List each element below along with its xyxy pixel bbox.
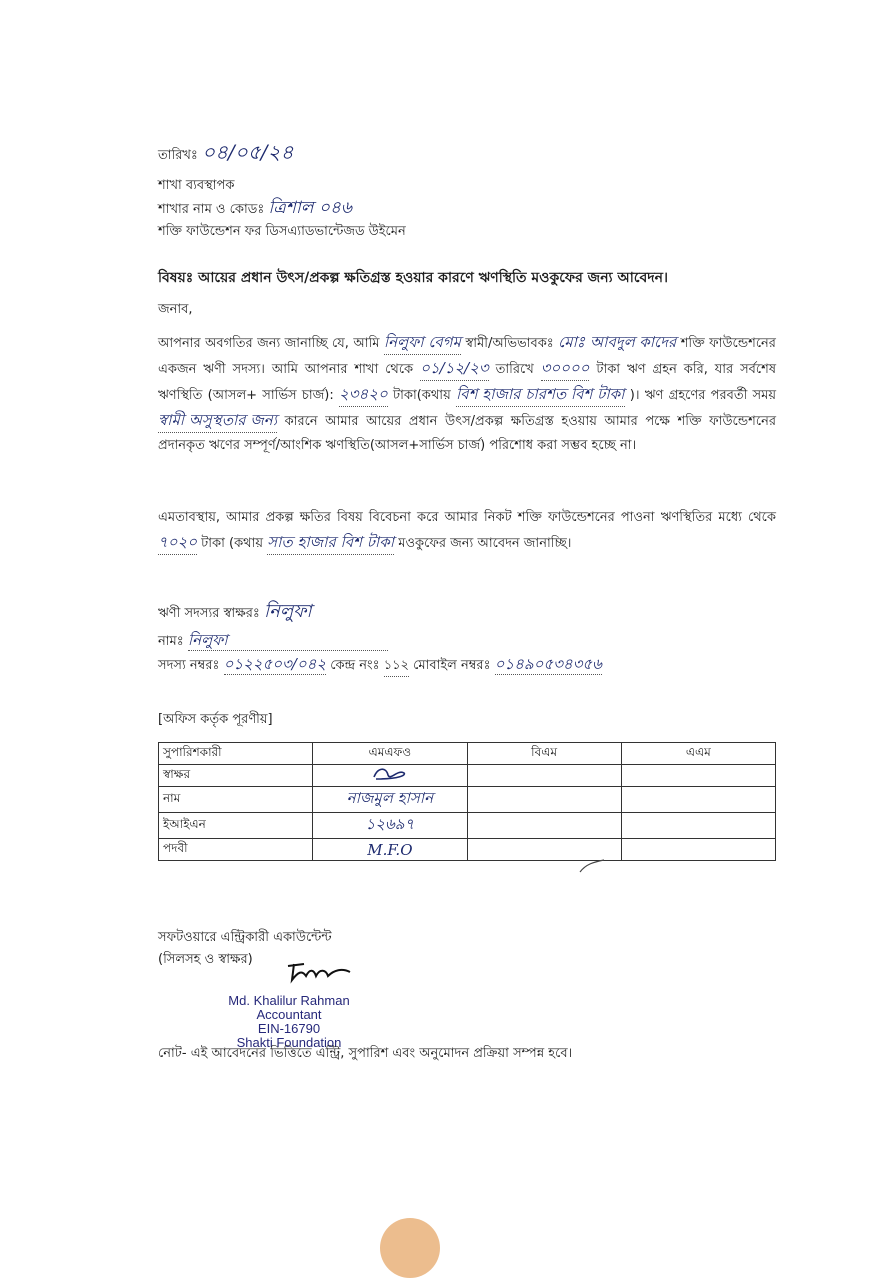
recipient-line1: শাখা ব্যবস্থাপক [158,178,235,193]
table-row [159,839,776,861]
branch-label: শাখার নাম ও কোডঃ [158,202,265,217]
table-cell [467,787,621,813]
para1-text-4: তারিখে [495,362,534,377]
applicant-signature-line [158,602,312,624]
row-label: পদবী [159,839,313,861]
para1-text-8: কারনে আমার আয়ের প্রধান উৎস/প্রকল্প ক্ষতিগ্রস্ত হওয়ায় আমার পক্ষে শক্তি ফাউন্ডেশনের প্রদানকৃত ঋণের সম্পূর্ণ/আংশিক ঋণস্থিতি(আসল+সার্ভিস চার্জ) পরিশোধ করা সম্ভব হচ্ছে না। [158,414,776,453]
name-label: নামঃ [158,634,184,649]
mfo-signature-mark [370,765,410,783]
office-table [158,742,776,861]
table-cell [467,765,621,787]
mfo-signature-cell [313,765,467,787]
header-cell: এএম [621,743,775,765]
pen-stroke-mark [578,858,606,874]
stamp-name: Md. Khalilur Rahman [228,993,350,1008]
mobile-label: মোবাইল নম্বরঃ [413,658,491,673]
para1-text-7: )। ঋণ গ্রহণের পরবর্তী সময় [629,388,777,403]
guardian-handwritten: মোঃ আবদুল [558,333,635,351]
table-cell [621,787,775,813]
row-label: নাম [159,787,313,813]
table-row [159,813,776,839]
subject: বিষয়ঃ আয়ের প্রধান উৎস/প্রকল্প ক্ষতিগ্রস্ত হওয়ার কারণে ঋণস্থিতি মওকুফের জন্য আবেদন। [158,270,668,286]
header-cell: সুপারিশকারী [159,743,313,765]
mfo-name: নাজমুল হাসান [313,787,467,813]
row-label: স্বাক্ষর [159,765,313,787]
applicant-member-line [158,654,602,677]
para2-text-3: মওকুফের জন্য আবেদন জানাচ্ছি। [398,536,572,551]
member-number: ০১২২৫০৩/০৪২ [223,655,327,673]
applicant-name: নিলুফা [188,630,388,651]
branch-value: ত্রিশাল ০৪৬ [268,198,352,218]
para1-text-2: স্বামী/অভিভাবকঃ [465,336,554,351]
date-line [158,142,293,166]
date-value: ০৪/০৫/২৪ [202,140,294,164]
cause-handwritten: স্বামী অসুস্থতার জন্য [158,408,277,433]
loan-amount-handwritten: ৩০০০০ [541,356,590,381]
para1-text-6: টাকা(কথায় [393,388,451,403]
table-cell [621,813,775,839]
header-cell: এমএফও [313,743,467,765]
balance-words-handwritten: বিশ হাজার চারশত বিশ টাকা [456,382,625,407]
loan-date-handwritten: ০১/১২/২৩ [420,356,489,381]
para2-text-2: টাকা (কথায় [201,536,264,551]
table-cell [621,839,775,861]
round-seal-mark [380,1218,440,1278]
guardian-handwritten-2: কাদের [639,333,677,351]
para1-text-3: শক্তি ফাউন্ডেশনের একজন ঋণী সদস্য। আমি আপনার শাখা থেকে [158,336,776,377]
table-cell [621,765,775,787]
applicant-name-line [158,630,388,652]
signature-label: ঋণী সদস্যর স্বাক্ষরঃ [158,606,260,621]
mfo-ein: ১২৬৯৭ [313,813,467,839]
row-label: ইআইএন [159,813,313,839]
mfo-designation: M.F.O [313,839,467,861]
center-label: কেন্দ্র নংঃ [330,658,380,673]
office-caption: [অফিস কর্তৃক পূরণীয়] [158,712,273,727]
date-label: তারিখঃ [158,148,198,163]
footer-note: নোট- এই আবেদনের ভিত্তিতে এন্ট্রি, সুপারিশ এবং অনুমোদন প্রক্রিয়া সম্পন্ন হবে। [158,1046,573,1061]
accountant-label: সফটওয়ারে এন্ট্রিকারী একাউন্টেন্ট [158,930,332,945]
recipient-line2 [158,198,352,220]
center-number: ১১২ [384,656,409,677]
waiver-amount-handwritten: ৭০২০ [158,530,197,555]
paragraph-1 [158,330,776,458]
header-cell: বিএম [467,743,621,765]
applicant-signature: নিলুফা [263,601,312,622]
salutation: জনাব, [158,302,193,317]
office-table-header [159,743,776,765]
paragraph-2 [158,506,776,556]
recipient-line3: শক্তি ফাউন্ডেশন ফর ডিসএ্যাডভান্টেজড উইমেন [158,224,406,239]
seal-signature-label: (সিলসহ ও স্বাক্ষর) [158,952,253,967]
mobile-number: ০১৪৯০৫৩৪৩৫৬ [494,655,602,673]
member-label: সদস্য নম্বরঃ [158,658,220,673]
waiver-words-handwritten: সাত হাজার বিশ টাকা [267,530,394,555]
table-row [159,765,776,787]
table-row [159,787,776,813]
stamp-ein: EIN-16790 [257,1021,321,1036]
table-cell [467,813,621,839]
accountant-signature [284,958,354,986]
accountant-stamp [204,994,374,1050]
applicant-name-handwritten: নিলুফা বেগম [384,330,461,355]
balance-handwritten: ২৩৪২০ [339,382,388,407]
stamp-org: Shakti Foundation [236,1035,342,1050]
para1-text-1: আপনার অবগতির জন্য জানাচ্ছি যে, আমি [158,336,380,351]
stamp-title: Accountant [256,1007,322,1022]
para1-text-5: টাকা ঋণ গ্রহন করি, যার সর্বশেষ ঋণস্থিতি (আসল+ সার্ভিস চার্জ): [158,362,776,403]
para2-text-1: এমতাবস্থায়, আমার প্রকল্প ক্ষতির বিষয় বিবেচনা করে আমার নিকট শক্তি ফাউন্ডেশনের পাওনা ঋণস্থিতির মধ্যে থেকে [158,510,776,525]
